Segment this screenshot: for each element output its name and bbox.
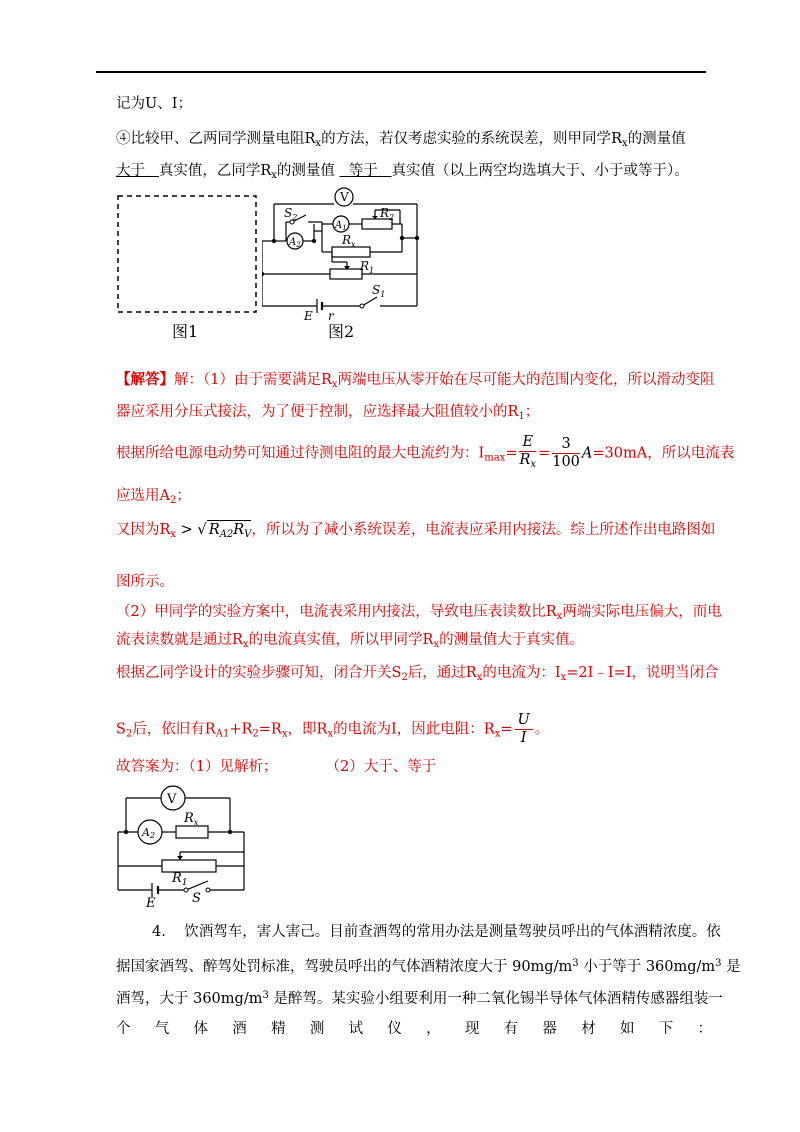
svg-text:Rx: $R_x$ bbox=[342, 233, 356, 249]
question-4-line-1: 4. 饮酒驾车，害人害己。目前查酒驾的常用办法是测量驾驶员呼出的气体酒精浓度。依 bbox=[152, 924, 721, 940]
header-rule bbox=[96, 71, 706, 73]
svg-text:A2: A2 bbox=[142, 826, 156, 840]
svg-text:R1: $R_1$ bbox=[172, 871, 188, 888]
answer-line-3: 根据所给电源电动势可知通过待测电阻的最大电流约为：$I_{max}=$ $\frac{E}{R_x}$ = $\frac{3}{100}$ A=30mA，所以电流表 bbox=[116, 434, 734, 473]
answer-line-10: $S_2$后，依旧有$R_{A1}+R_2=R_x$，即$R_x$的电流为I，因此电阻：$R_x=$ $\frac{U}{I}$ 。 bbox=[116, 712, 550, 746]
figure-1 bbox=[110, 192, 260, 342]
answer-circuit bbox=[112, 784, 262, 914]
answer-line-2: 器应采用分压式接法，为了便于控制，应选择最大阻值较小的$R_1$； bbox=[116, 404, 540, 422]
svg-text:S1: $S_1$ bbox=[372, 283, 386, 299]
answer-tag: 【解答】 bbox=[116, 371, 174, 388]
figure-1-caption: 图1 bbox=[172, 322, 199, 341]
svg-text:R1: $R_1$ bbox=[360, 259, 375, 275]
answer-line-6: 图所示。 bbox=[116, 574, 174, 590]
text-line-2: ④比较甲、乙两同学测量电阻$R_x$的方法，若仅考虑实验的系统误差，则甲同学$R_x$的测量值 bbox=[116, 131, 686, 149]
fraction-e-over-rx: $\frac{E}{R_x}$ bbox=[519, 434, 537, 470]
text-line-1: 记为U、I； bbox=[116, 96, 192, 112]
sqrt-expression: $R_{A2}R_V$ bbox=[207, 520, 252, 544]
answer-line-11: 故答案为：（1）见解析； （2）大于、等于 bbox=[116, 759, 437, 775]
svg-text:r: r bbox=[328, 309, 334, 323]
answer-line-1: 【解答】解：（1）由于需要满足$R_x$两端电压从零开始在尽可能大的范围内变化，所以滑动变阻 bbox=[116, 371, 715, 390]
figure-2-circuit bbox=[262, 186, 432, 336]
answer-line-9: 根据乙同学设计的实验步骤可知，闭合开关$S_2$后，通过$R_x$的电流为：$I_x=2I﹣I=I$，说明当闭合 bbox=[116, 665, 719, 683]
svg-text:A2: $A_2$ bbox=[289, 237, 301, 249]
answer-line-4: 应选用$A_2$； bbox=[116, 488, 191, 506]
svg-text:V: V bbox=[167, 792, 177, 807]
answer-line-8: 流表读数就是通过$R_x$的电流真实值，所以甲同学$R_x$的测量值大于真实值。 bbox=[116, 632, 585, 650]
question-4-line-3: 酒驾，大于 $360mg/m^3$ 是醉驾。某实验小组要利用一种二氧化锡半导体气体酒精传感器组装一 bbox=[116, 990, 723, 1007]
blank-answer-2: 等于 bbox=[348, 163, 378, 179]
answer-line-5: 又因为$R_x$ > √ $R_{A2}R_V$，所以为了减小系统误差，电流表应采用内接法。综上所述作出电路图如 bbox=[116, 520, 715, 545]
svg-text:V: V bbox=[340, 190, 349, 204]
svg-text:A1: $A_1$ bbox=[335, 220, 347, 232]
svg-text:S2: $S_2$ bbox=[284, 206, 298, 222]
fraction-u-over-i: $\frac{U}{I}$ bbox=[515, 712, 533, 747]
fraction-3-over-100: $\frac{3}{100}$ bbox=[552, 436, 580, 470]
text-line-3: 大于 真实值，乙同学$R_x$的测量值 等于 真实值（以上两空均选填大于、小于或等于）。 bbox=[116, 163, 689, 181]
svg-text:Rx: $R_x$ bbox=[184, 811, 199, 827]
blank-answer-1: 大于 bbox=[116, 163, 145, 179]
question-4-line-2: 据国家酒驾、醉驾处罚标准，驾驶员呼出的气体酒精浓度大于 $90mg/m^3$ 小于等于 $360mg/m^3$ 是 bbox=[116, 958, 741, 975]
answer-line-7: （2）甲同学的实验方案中，电流表采用内接法，导致电压表读数比$R_x$两端实际电压偏大，而电 bbox=[116, 604, 722, 622]
svg-text:S: S bbox=[192, 891, 201, 906]
svg-text:R2: $R_2$ bbox=[380, 206, 395, 222]
question-4-line-4: 个 气 体 酒 精 测 试 仪 ， 现 有 器 材 如 下 ： bbox=[116, 1021, 712, 1037]
svg-text:E: E bbox=[146, 896, 156, 911]
figure-2-caption: 图2 bbox=[328, 322, 355, 341]
question-number: 4. bbox=[152, 924, 166, 940]
svg-text:E: E bbox=[304, 309, 313, 323]
